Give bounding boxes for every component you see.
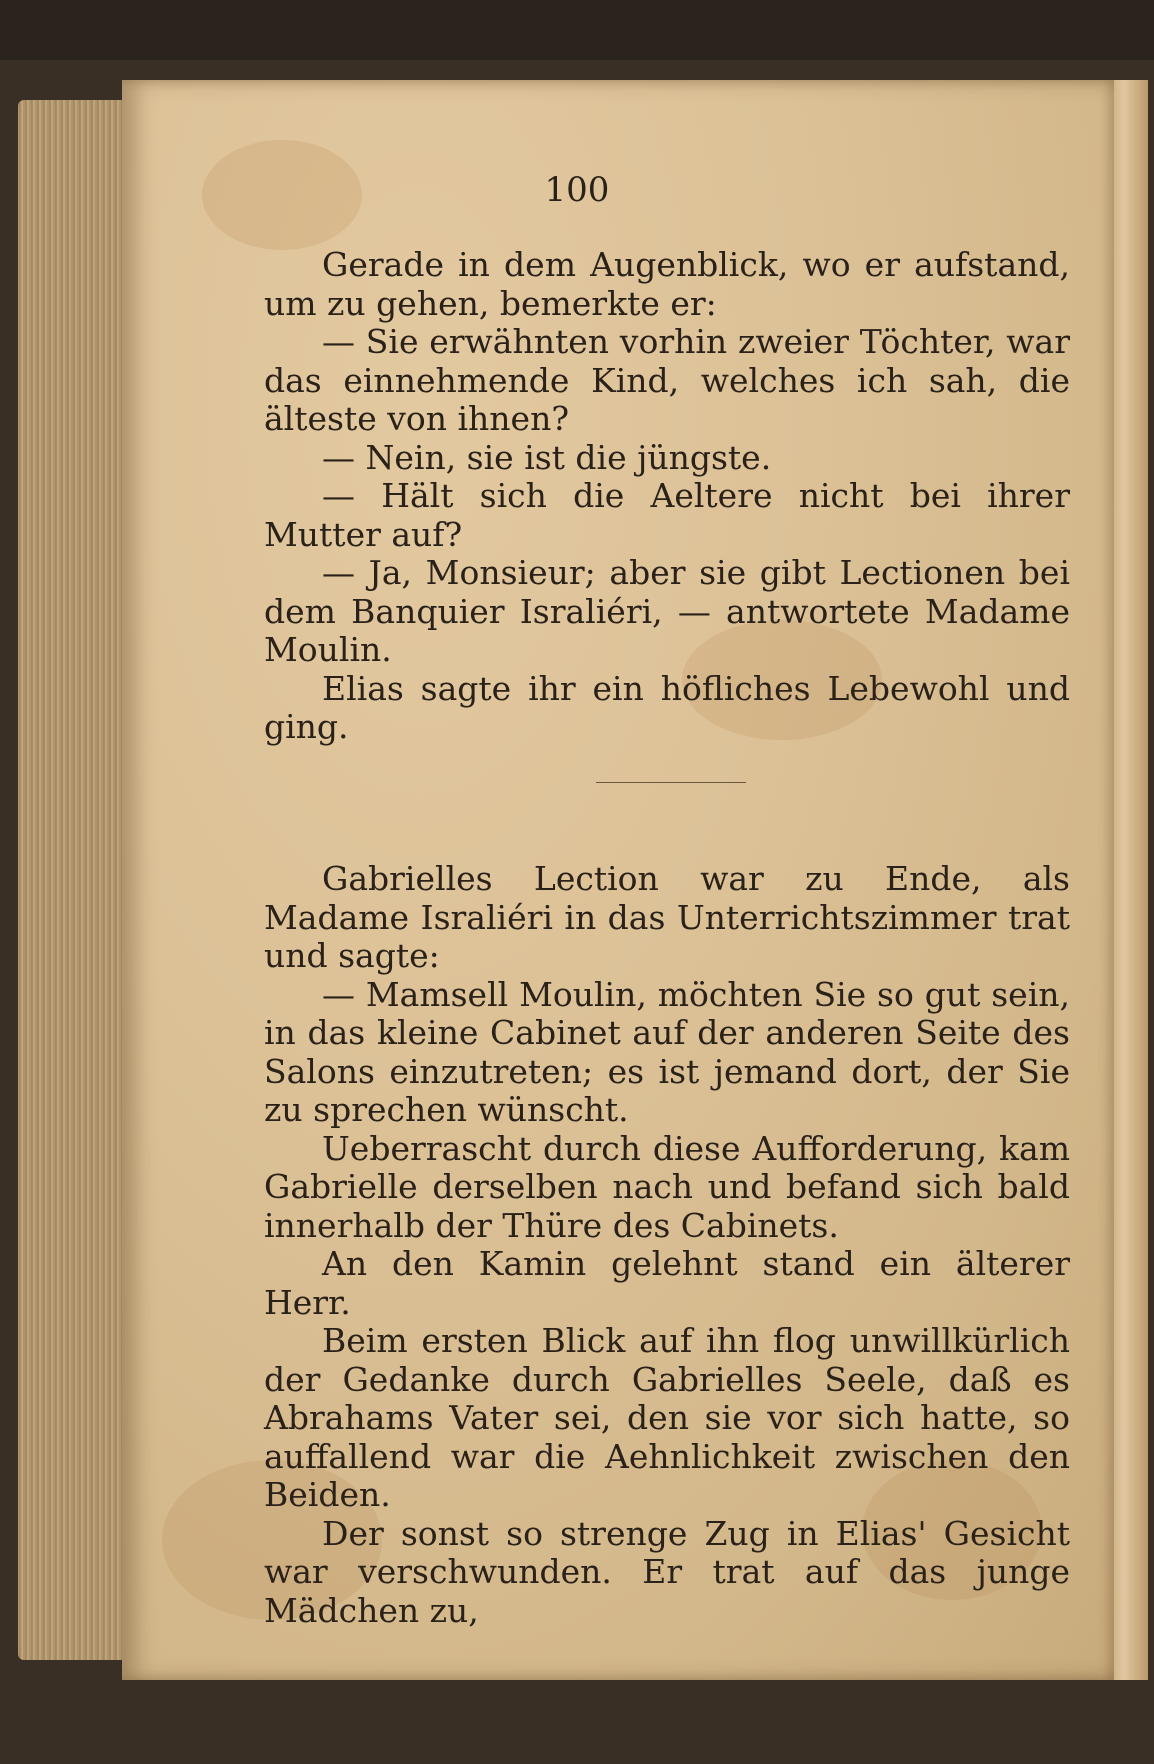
text-block-2 [264,860,1070,1630]
paragraph: Elias sagte ihr ein höfliches Lebewohl und ging. [264,668,1070,746]
paragraph: — Hält sich die Aeltere nicht bei ihrer Mutter auf? [264,476,1070,554]
paragraph: An den Kamin gelehnt stand ein älterer Herr. [264,1244,1070,1322]
page-edges [18,100,128,1660]
paragraph: — Sie erwähnten vorhin zweier Töchter, war das einnehmende Kind, welches ich sah, die älteste von ihnen? [264,322,1070,438]
paragraph: — Nein, sie ist die jüngste. [322,437,772,477]
paragraph: Beim ersten Blick auf ihn flog unwillkürlich der Gedanke durch Gabrielles Seele, daß es Abrahams Vater sei, den sie vor sich hatte, so auffallend war die Aehnlichkeit zwischen den Beiden. [264,1321,1070,1514]
paragraph: — Mamsell Moulin, möchten Sie so gut sein, in das kleine Cabinet auf der anderen Seite des Salons einzutreten; es ist jemand dort, der Sie zu sprechen wünscht. [264,974,1070,1129]
section-divider [596,782,746,783]
paragraph: Ueberrascht durch diese Aufforderung, kam Gabrielle derselben nach und befand sich bald innerhalb der Thüre des Cabinets. [264,1128,1070,1245]
page-number: 100 [544,170,610,210]
paragraph: Der sonst so strenge Zug in Elias' Gesicht war verschwunden. Er trat auf das junge Mädchen zu, [264,1513,1070,1630]
paragraph: Gerade in dem Augenblick, wo er aufstand, um zu gehen, bemerkte er: [264,245,1070,323]
right-page-edge [1108,80,1148,1680]
paragraph: — Ja, Monsieur; aber sie gibt Lectionen bei dem Banquier Israliéri, — antwortete Madame Moulin. [264,553,1070,669]
text-block-1 [264,246,1070,747]
paragraph: Gabrielles Lection war zu Ende, als Madame Israliéri in das Unterrichtszimmer trat und sagte: [264,859,1070,975]
